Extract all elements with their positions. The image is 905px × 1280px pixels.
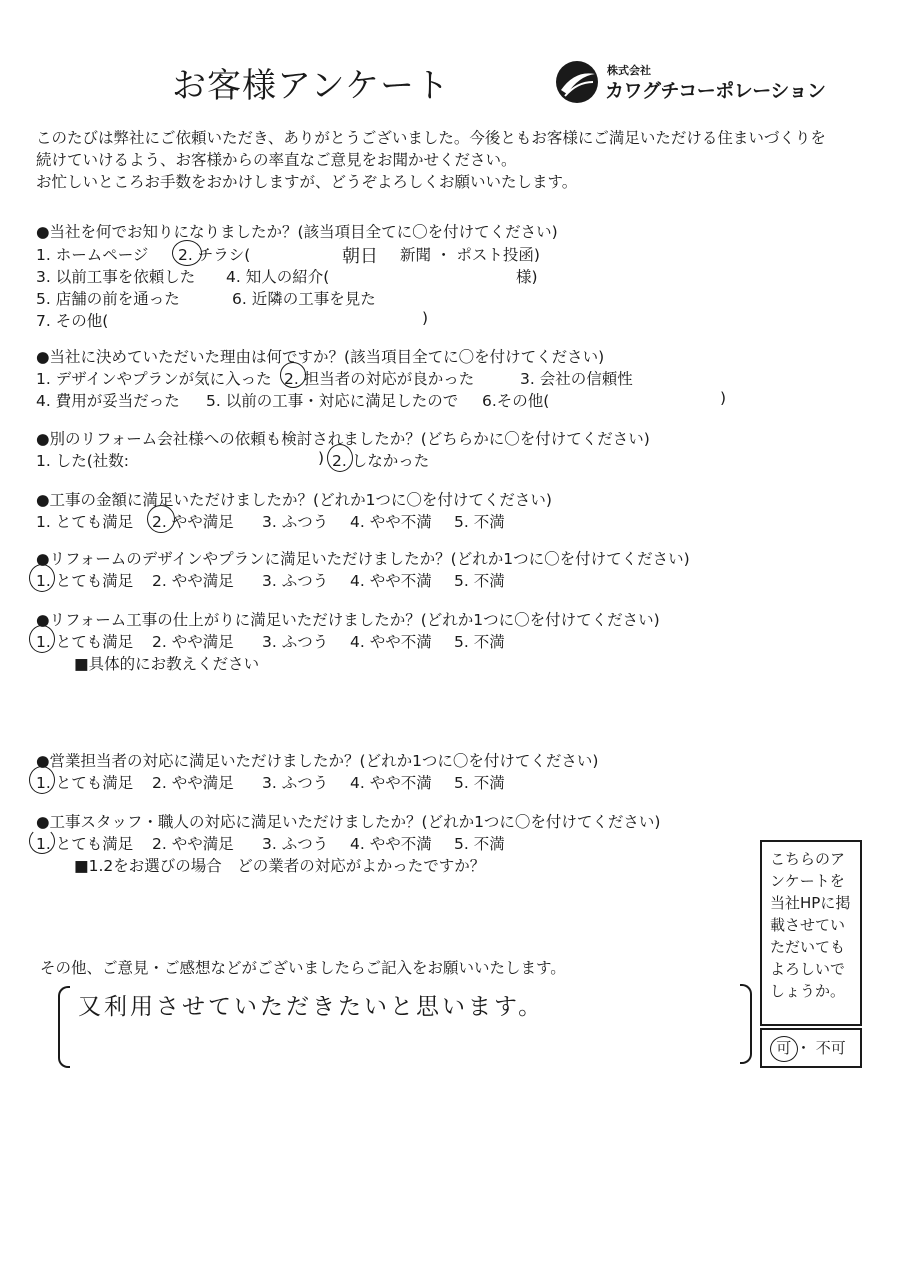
q8-question: ●工事スタッフ・職人の対応に満足いただけましたか？(どれか1つに〇を付けてください)	[36, 813, 661, 831]
q3-circle-mark	[327, 444, 353, 472]
hp-consent-choice	[760, 1028, 862, 1068]
q1-option-5[interactable]: 5. 店舗の前を通った	[36, 290, 180, 308]
q8-option-4[interactable]: 4. やや不満	[350, 835, 432, 853]
q3-question: ●別のリフォーム会社様への依頼も検討されましたか？(どちらかに〇を付けてください)	[36, 430, 650, 448]
q8-option-3[interactable]: 3. ふつう	[262, 835, 329, 853]
q5-option-2[interactable]: 2. やや満足	[152, 572, 234, 590]
q4-option-3[interactable]: 3. ふつう	[262, 513, 329, 531]
q1-option-7-end: )	[422, 309, 429, 327]
hp-consent-question: こちらのアンケートを当社HPに掲載させていただいてもよろしいでしょうか。	[760, 840, 862, 1026]
q5-circle-mark	[29, 564, 55, 592]
q1-option-2-detail: 新聞 ・ ポスト投函)	[400, 246, 540, 264]
q5-option-4[interactable]: 4. やや不満	[350, 572, 432, 590]
q4-option-1[interactable]: 1. とても満足	[36, 513, 134, 531]
page-title: お客様アンケート	[172, 66, 450, 106]
company-logo-icon	[555, 60, 599, 104]
q7-question: ●営業担当者の対応に満足いただけましたか？(どれか1つに〇を付けてください)	[36, 752, 599, 770]
q4-option-2[interactable]: 2. やや満足	[152, 513, 234, 531]
q2-option-4[interactable]: 4. 費用が妥当だった	[36, 392, 180, 410]
q8-option-2[interactable]: 2. やや満足	[152, 835, 234, 853]
q1-option-4[interactable]: 4. 知人の紹介(	[226, 268, 330, 286]
q1-option-2-written: 朝日	[342, 246, 378, 267]
q6-option-1[interactable]: 1. とても満足	[36, 633, 134, 651]
q5-option-1[interactable]: 1. とても満足	[36, 572, 134, 590]
q2-option-6[interactable]: 6.その他(	[482, 392, 550, 410]
hp-consent-ok-label: 可	[776, 1039, 792, 1057]
q8-circle-mark	[29, 828, 55, 854]
comments-label: その他、ご意見・ご感想などがございましたらご記入をお願いいたします。	[40, 959, 566, 977]
q6-option-5[interactable]: 5. 不満	[454, 633, 505, 651]
q8-option-5[interactable]: 5. 不満	[454, 835, 505, 853]
intro-line-3: お忙しいところお手数をおかけしますが、どうぞよろしくお願いいたします。	[36, 173, 578, 191]
q5-option-3[interactable]: 3. ふつう	[262, 572, 329, 590]
q7-option-2[interactable]: 2. やや満足	[152, 774, 234, 792]
q6-option-4[interactable]: 4. やや不満	[350, 633, 432, 651]
q7-circle-mark	[29, 766, 55, 794]
q5-question: ●リフォームのデザインやプランに満足いただけましたか？(どれか1つに〇を付けてください)	[36, 550, 690, 568]
q8-option-1[interactable]: 1. とても満足	[36, 835, 134, 853]
q6-question: ●リフォーム工事の仕上がりに満足いただけましたか？(どれか1つに〇を付けてください)	[36, 611, 660, 629]
q2-option-2[interactable]: 2. 担当者の対応が良かった	[284, 370, 475, 388]
q6-circle-mark	[29, 625, 55, 653]
q1-option-3[interactable]: 3. 以前工事を依頼した	[36, 268, 196, 286]
hp-consent-circle-mark	[770, 1036, 798, 1062]
q2-option-5[interactable]: 5. 以前の工事・対応に満足したので	[206, 392, 459, 410]
company-sub: 株式会社	[607, 64, 651, 77]
intro-line-2: 続けていけるよう、お客様からの率直なご意見をお聞かせください。	[36, 151, 517, 169]
q5-option-5[interactable]: 5. 不満	[454, 572, 505, 590]
q2-circle-mark	[280, 362, 306, 388]
q1-option-2[interactable]: 2. チラシ(	[178, 246, 251, 264]
q1-option-6[interactable]: 6. 近隣の工事を見た	[232, 290, 376, 308]
q8-sub-prompt: ■1.2をお選びの場合 どの業者の対応がよかったですか？	[74, 857, 486, 875]
q2-option-1[interactable]: 1. デザインやプランが気に入った	[36, 370, 272, 388]
intro-line-1: このたびは弊社にご依頼いただき、ありがとうございました。今後ともお客様にご満足いただける住まいづくりを	[36, 129, 826, 147]
q1-question: ●当社を何でお知りになりましたか？(該当項目全てに〇を付けてください)	[36, 223, 558, 241]
comments-bracket-left	[58, 986, 70, 1068]
hp-consent-ok[interactable]	[776, 1030, 791, 1066]
q3-option-2[interactable]: 2. しなかった	[332, 452, 430, 470]
q4-option-4[interactable]: 4. やや不満	[350, 513, 432, 531]
q7-option-5[interactable]: 5. 不満	[454, 774, 505, 792]
comments-written: 又利用させていただきたいと思います。	[78, 994, 545, 1020]
hp-consent-ng[interactable]: 不可	[815, 1039, 846, 1057]
q4-option-5[interactable]: 5. 不満	[454, 513, 505, 531]
q6-sub-prompt: ■具体的にお教えください	[74, 655, 260, 673]
q7-option-3[interactable]: 3. ふつう	[262, 774, 329, 792]
q3-option-1-end: )	[318, 449, 325, 467]
q2-option-3[interactable]: 3. 会社の信頼性	[520, 370, 633, 388]
q2-option-6-end: )	[720, 389, 727, 407]
q4-question: ●工事の金額に満足いただけましたか？(どれか1つに〇を付けてください)	[36, 491, 552, 509]
q4-circle-mark	[147, 505, 175, 533]
q1-option-4-end: 様)	[516, 268, 538, 286]
q7-option-4[interactable]: 4. やや不満	[350, 774, 432, 792]
hp-consent-sep: ・	[795, 1039, 811, 1057]
q1-option-1[interactable]: 1. ホームページ	[36, 246, 149, 264]
q1-option-7[interactable]: 7. その他(	[36, 312, 109, 330]
q6-option-2[interactable]: 2. やや満足	[152, 633, 234, 651]
q3-option-1[interactable]: 1. した(社数:	[36, 452, 129, 470]
q6-option-3[interactable]: 3. ふつう	[262, 633, 329, 651]
comments-bracket-right	[740, 984, 752, 1064]
q1-circle-mark	[172, 240, 202, 266]
company-name: カワグチコーポレーション	[605, 80, 826, 102]
q2-question: ●当社に決めていただいた理由は何ですか？(該当項目全てに〇を付けてください)	[36, 348, 605, 366]
q7-option-1[interactable]: 1. とても満足	[36, 774, 134, 792]
